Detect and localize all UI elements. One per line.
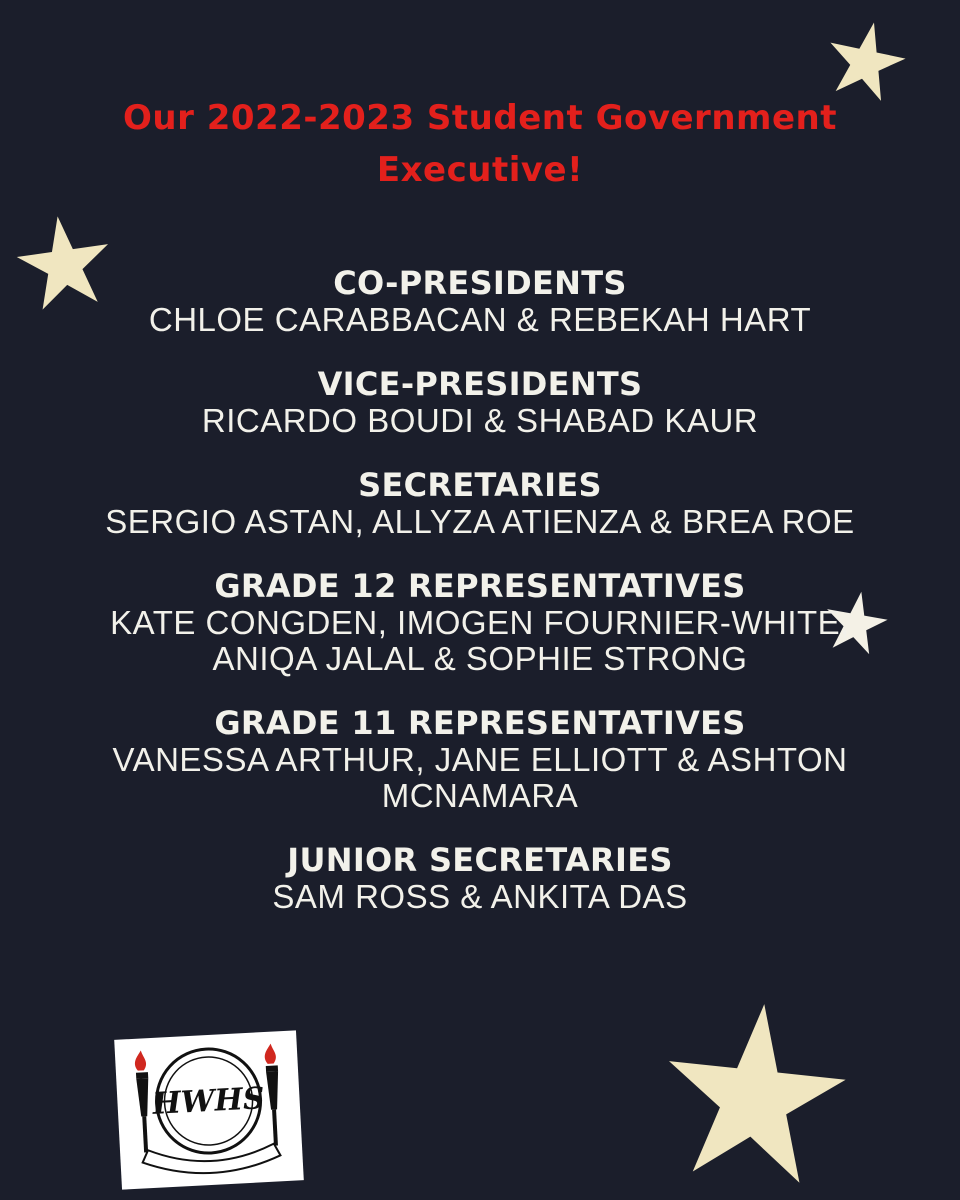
star-icon <box>826 18 906 102</box>
role-heading: CO-PRESIDENTS <box>333 264 627 302</box>
star-icon <box>660 1000 850 1185</box>
section-grade-12-representatives <box>90 568 870 677</box>
torch-icon <box>264 1043 282 1146</box>
page-title <box>0 92 960 196</box>
role-heading: SECRETARIES <box>358 466 602 504</box>
section-vice-presidents <box>90 366 870 439</box>
section-co-presidents <box>90 265 870 338</box>
role-heading: GRADE 11 REPRESENTATIVES <box>214 704 746 742</box>
role-names: CHLOE CARABBACAN & REBEKAH HART <box>148 301 812 338</box>
section-grade-11-representatives <box>90 705 870 814</box>
title-line-2: Executive! <box>376 150 584 190</box>
role-names: KATE CONGDEN, IMOGEN FOURNIER-WHITE, ANIQA JALAL & SOPHIE STRONG <box>110 604 850 677</box>
executive-list <box>90 265 870 943</box>
crest-graphic <box>114 1030 304 1189</box>
torch-icon <box>134 1050 152 1153</box>
role-names: VANESSA ARTHUR, JANE ELLIOTT & ASHTON MCNAMARA <box>112 741 848 814</box>
title-line-1: Our 2022-2023 Student Government <box>123 98 837 138</box>
role-heading: GRADE 12 REPRESENTATIVES <box>214 567 746 605</box>
role-heading: VICE-PRESIDENTS <box>317 365 643 403</box>
section-secretaries <box>90 467 870 540</box>
section-junior-secretaries <box>90 842 870 915</box>
role-names: SAM ROSS & ANKITA DAS <box>272 878 688 915</box>
role-names: SERGIO ASTAN, ALLYZA ATIENZA & BREA ROE <box>105 503 855 540</box>
role-names: RICARDO BOUDI & SHABAD KAUR <box>201 402 759 439</box>
school-crest-logo <box>114 1030 304 1189</box>
crest-initials: HWHS <box>151 1081 266 1122</box>
role-heading: JUNIOR SECRETARIES <box>287 841 673 879</box>
